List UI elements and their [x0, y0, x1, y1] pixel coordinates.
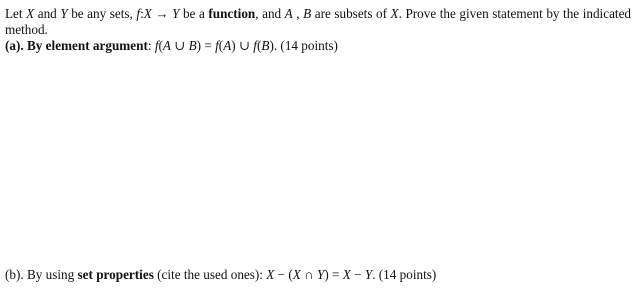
part-b-container	[5, 267, 631, 283]
text-run: (b). By using	[5, 267, 78, 282]
math-symbol: Y	[316, 267, 325, 282]
text-run: . Prove the given statement by the indicated method.	[5, 6, 632, 37]
problem-document	[5, 6, 631, 54]
math-symbol: Y	[364, 267, 373, 282]
bold-text: (a). By	[5, 38, 46, 53]
text-run: be any sets,	[67, 6, 137, 21]
math-symbol: X	[390, 6, 399, 21]
text-run: be a	[179, 6, 209, 21]
text-run: ) =	[196, 38, 216, 53]
text-run: (	[256, 38, 262, 53]
text-run: ) =	[324, 267, 343, 282]
math-symbol: Y	[172, 6, 180, 21]
text-run: (	[158, 38, 163, 53]
text-run: and	[34, 6, 61, 21]
math-symbol: B	[188, 38, 197, 53]
math-symbol: B	[303, 6, 312, 21]
text-run: ∪	[170, 38, 189, 53]
math-symbol: A	[284, 6, 293, 21]
part-a-statement	[5, 38, 631, 54]
math-symbol: Y	[60, 6, 68, 21]
text-run: are subsets of	[311, 6, 391, 21]
text-run: ). (14 points)	[269, 38, 338, 53]
text-run: →	[151, 6, 173, 21]
math-symbol: X	[292, 267, 301, 282]
bold-text: element argument	[45, 38, 148, 53]
text-run: (cite the used ones):	[153, 267, 267, 282]
text-run: ,	[292, 6, 304, 21]
math-symbol: f	[136, 6, 141, 21]
text-run: :	[140, 6, 144, 21]
text-run: (	[218, 38, 224, 53]
math-symbol: X	[266, 267, 275, 282]
math-symbol: f	[253, 38, 257, 53]
text-run: ) ∪	[231, 38, 254, 53]
text-run: . (14 points)	[372, 267, 437, 282]
bold-text: function	[208, 6, 256, 21]
math-symbol: X	[143, 6, 152, 21]
math-symbol: X	[26, 6, 35, 21]
math-symbol: A	[223, 38, 232, 53]
text-run: −	[350, 267, 365, 282]
text-run: , and	[255, 6, 285, 21]
math-symbol: X	[342, 267, 351, 282]
math-symbol: A	[162, 38, 171, 53]
text-run: − (	[274, 267, 293, 282]
text-run: Let	[5, 6, 27, 21]
text-run: ∩	[300, 267, 317, 282]
bold-text: set properties	[77, 267, 154, 282]
math-symbol: f	[215, 38, 219, 53]
math-symbol: f	[154, 38, 159, 53]
part-b-statement	[5, 267, 631, 283]
text-run: :	[147, 38, 155, 53]
problem-intro	[5, 6, 631, 38]
math-symbol: B	[261, 38, 270, 53]
